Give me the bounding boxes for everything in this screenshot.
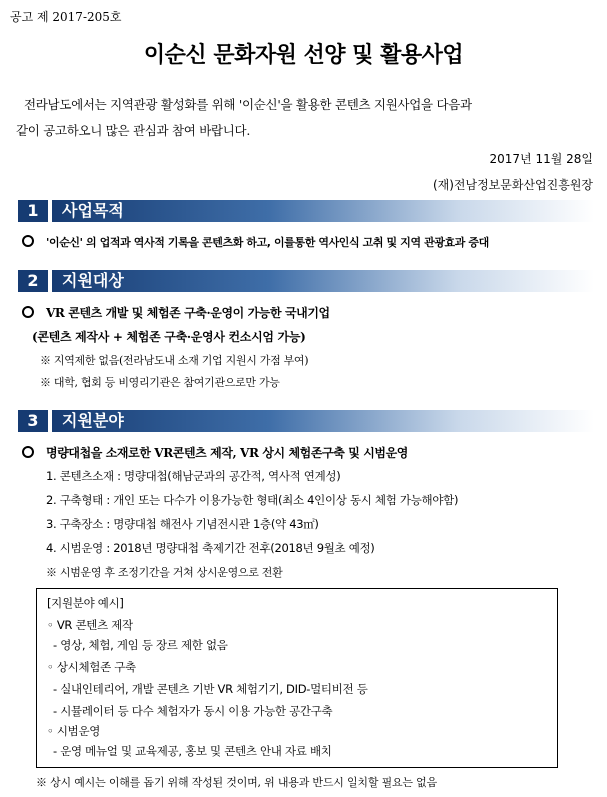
circle-bullet-icon — [22, 446, 34, 458]
section-number: 3 — [18, 410, 48, 432]
example-line-1: ◦ VR 콘텐츠 제작 — [47, 618, 133, 632]
field-bullet — [22, 444, 408, 461]
field-item-4: 4. 시범운영 : 2018년 명량대첩 축제기간 전후(2018년 9월초 예정) — [46, 541, 375, 555]
field-note: ※ 시범운영 후 조정기간을 거쳐 상시운영으로 전환 — [46, 566, 283, 579]
section-number: 2 — [18, 270, 48, 292]
intro-line-1: 전라남도에서는 지역관광 활성화를 위해 '이순신'을 활용한 콘텐츠 지원사업을 다음과 — [24, 97, 472, 112]
circle-bullet-icon — [22, 235, 34, 247]
notice-number: 공고 제 2017-205호 — [10, 10, 122, 24]
section-bar — [52, 410, 594, 432]
intro-line-2: 같이 공고하오니 많은 관심과 참여 바랍니다. — [16, 123, 250, 138]
target-note-1: ※ 지역제한 없음(전라남도내 소재 기업 지원시 가점 부여) — [40, 354, 309, 367]
section-header-purpose — [18, 200, 594, 222]
section-bar — [52, 200, 594, 222]
example-heading: [지원분야 예시] — [47, 596, 124, 610]
intro-paragraph — [16, 92, 596, 144]
field-item-3: 3. 구축장소 : 명량대첩 해전사 기념전시관 1층(약 43㎡) — [46, 517, 319, 531]
target-text: VR 콘텐츠 개발 및 체험존 구축·운영이 가능한 국내기업 — [46, 306, 330, 320]
purpose-text: '이순신' 의 업적과 역사적 기록을 콘텐츠화 하고, 이를통한 역사인식 고취 및 지역 관광효과 증대 — [46, 236, 489, 249]
field-text: 명량대첩을 소재로한 VR콘텐츠 제작, VR 상시 체험존구축 및 시범운영 — [46, 446, 408, 460]
example-line-4: - 실내인테리어, 개발 콘텐츠 기반 VR 체험기기, DID-멀티비전 등 — [53, 682, 368, 696]
section-label: 지원분야 — [62, 411, 124, 430]
purpose-bullet — [22, 234, 489, 250]
section-header-target — [18, 270, 594, 292]
example-line-2: - 영상, 체험, 게임 등 장르 제한 없음 — [53, 638, 228, 652]
section-number: 1 — [18, 200, 48, 222]
example-line-3: ◦ 상시체험존 구축 — [47, 660, 136, 674]
target-note-2: ※ 대학, 협회 등 비영리기관은 참여기관으로만 가능 — [40, 376, 280, 389]
field-item-1: 1. 콘텐츠소재 : 명량대첩(해남군과의 공간적, 역사적 연계성) — [46, 469, 341, 483]
announcement-date: 2017년 11월 28일 — [489, 152, 593, 166]
section-label: 지원대상 — [62, 271, 124, 290]
example-line-6: ◦ 시범운영 — [47, 724, 101, 738]
footer-note: ※ 상시 예시는 이해를 돕기 위해 작성된 것이며, 위 내용과 반드시 일치할 필요는 없음 — [36, 776, 438, 789]
section-label: 사업목적 — [62, 201, 124, 220]
organization-name: (재)전남정보문화산업진흥원장 — [432, 178, 593, 192]
page-title: 이순신 문화자원 선양 및 활용사업 — [143, 43, 464, 68]
circle-bullet-icon — [22, 306, 34, 318]
target-bullet — [22, 304, 330, 321]
field-item-2: 2. 구축형태 : 개인 또는 다수가 이용가능한 형태(최소 4인이상 동시 체험 가능해야함) — [46, 493, 459, 507]
example-line-7: - 운영 메뉴얼 및 교육제공, 홍보 및 콘텐츠 안내 자료 배치 — [53, 744, 332, 758]
target-sub: (콘텐츠 제작사 + 체험존 구축·운영사 컨소시엄 가능) — [32, 330, 306, 344]
section-bar — [52, 270, 594, 292]
example-line-5: - 시뮬레이터 등 다수 체험자가 동시 이용 가능한 공간구축 — [53, 704, 333, 718]
example-box — [36, 588, 558, 768]
section-header-field — [18, 410, 594, 432]
